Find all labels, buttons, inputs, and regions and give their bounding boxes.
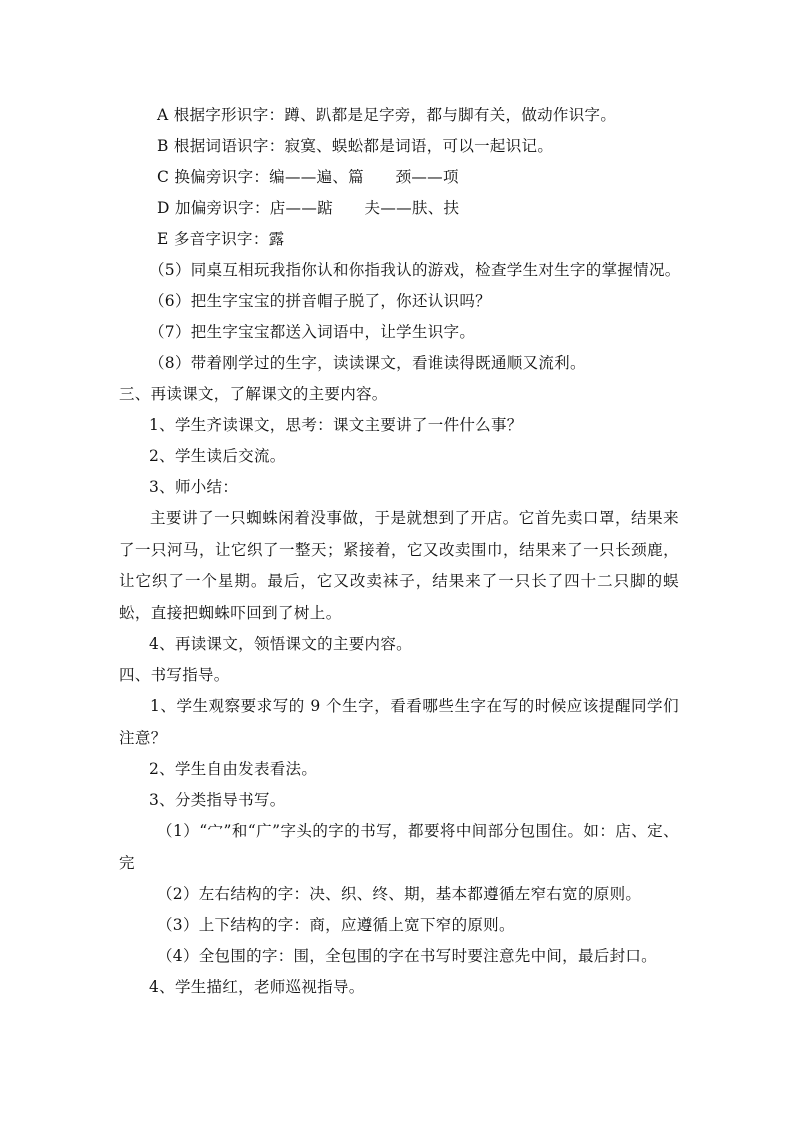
section-4-heading: 四、书写指导。 — [119, 666, 230, 684]
document-body — [119, 100, 679, 1003]
section-4-item-2: 2、学生自由发表看法。 — [149, 760, 318, 778]
method-e: E 多音字识字：露 — [157, 230, 285, 248]
method-d: D 加偏旁识字：店——踮 夫——肤、扶 — [157, 199, 460, 217]
writing-rule-4: （4）全包围的字：围，全包围的字在书写时要注意先中间，最后封口。 — [157, 947, 657, 965]
method-a: A 根据字形识字：蹲、趴都是足字旁，都与脚有关，做动作识字。 — [157, 106, 617, 124]
section-4-item-3: 3、分类指导书写。 — [149, 791, 286, 809]
method-b: B 根据词语识字：寂寞、蜈蚣都是词语，可以一起识记。 — [157, 137, 554, 155]
step-7: （7）把生字宝宝都送入词语中，让学生识字。 — [149, 323, 476, 341]
step-6: （6）把生字宝宝的拼音帽子脱了，你还认识吗？ — [149, 292, 491, 310]
writing-rule-3: （3）上下结构的字：商，应遵循上宽下窄的原则。 — [157, 916, 515, 934]
step-5: （5）同桌互相玩我指你认和你指我认的游戏，检查学生对生字的掌握情况。 — [149, 261, 681, 279]
section-4-item-1: 1、学生观察要求写的 9 个生字，看看哪些生字在写的时候应该提醒同学们注意？ — [119, 697, 679, 747]
writing-rule-2: （2）左右结构的字：决、织、终、期，基本都遵循左窄右宽的原则。 — [157, 885, 642, 903]
method-c: C 换偏旁识字：编——遍、篇 颈——项 — [157, 168, 459, 186]
step-8: （8）带着刚学过的生字，读读课文，看谁读得既通顺又流利。 — [149, 354, 586, 372]
section-3-item-4: 4、再读课文，领悟课文的主要内容。 — [149, 635, 412, 653]
section-3-heading: 三、再读课文，了解课文的主要内容。 — [119, 385, 388, 403]
section-4-item-4: 4、学生描红，老师巡视指导。 — [149, 978, 365, 996]
section-3-item-3: 3、师小结： — [149, 478, 239, 496]
section-3-item-2: 2、学生读后交流。 — [149, 447, 286, 465]
summary-paragraph: 主要讲了一只蜘蛛闲着没事做，于是就想到了开店。它首先卖口罩，结果来了一只河马，让它织了一整天；紧接着，它又改卖围巾，结果来了一只长颈鹿，让它织了一个星期。最后，它又改卖袜子，结果来了一只长了四十二只脚的蜈蚣，直接把蜘蛛吓回到了树上。 — [119, 509, 679, 622]
writing-rule-1: （1）“宀”和“广”字头的字的书写，都要将中间部分包围住。如：店、定、完 — [119, 822, 679, 872]
section-3-item-1: 1、学生齐读课文，思考：课文主要讲了一件什么事？ — [149, 416, 523, 434]
